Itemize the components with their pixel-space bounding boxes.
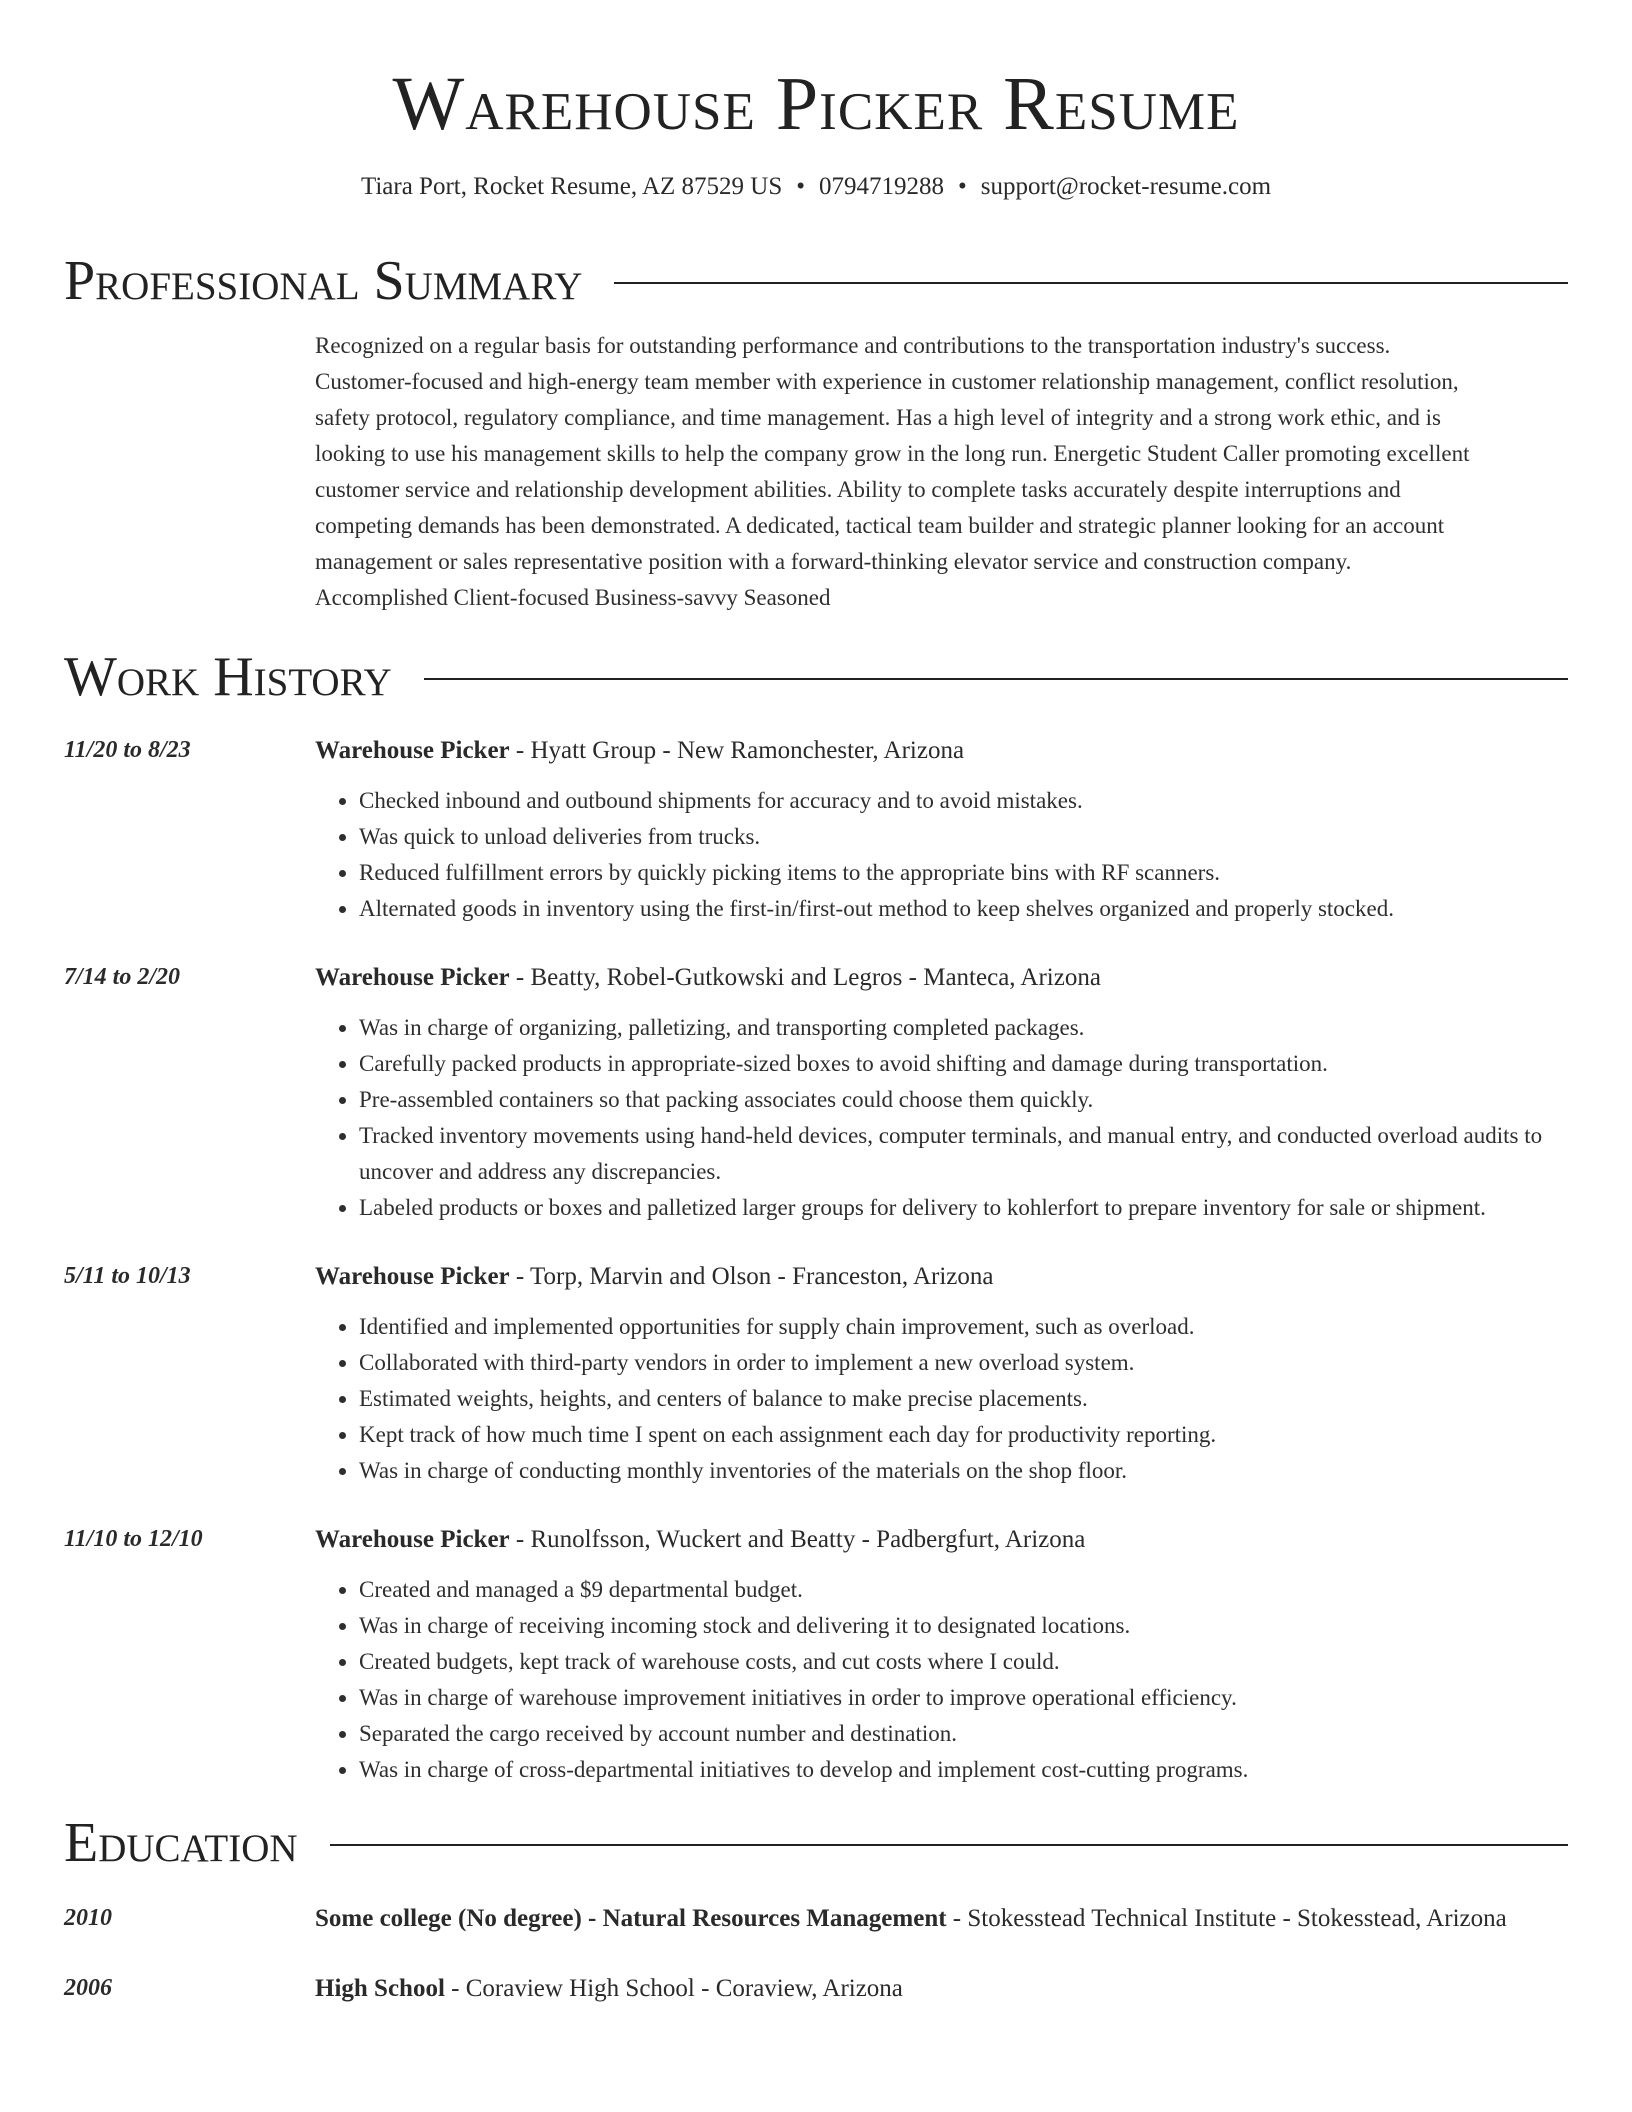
job-bullet: • Reduced fulfillment errors by quickly picking items to the appropriate bins with RF scanners. — [359, 855, 1568, 891]
job-bullet: • Checked inbound and outbound shipments for accuracy and to avoid mistakes. — [359, 783, 1568, 819]
summary-heading: Professional Summary — [64, 250, 583, 312]
resume-title: Warehouse Picker Resume — [392, 62, 1240, 146]
job-bullet: • Created budgets, kept track of warehouse costs, and cut costs where I could. — [359, 1644, 1568, 1680]
contact-address: Tiara Port, Rocket Resume, AZ 87529 US — [360, 173, 783, 200]
job-bullet: • Identified and implemented opportunities for supply chain improvement, such as overload. — [359, 1309, 1568, 1345]
education-headline — [315, 1970, 1568, 2008]
section-divider — [330, 1844, 1568, 1846]
job-bullets — [315, 1010, 1568, 1226]
job-bullet: • Was in charge of receiving incoming stock and delivering it to designated locations. — [359, 1608, 1568, 1644]
job-headline — [315, 959, 1568, 996]
job-employer: - Runolfsson, Wuckert and Beatty - Padbergfurt, Arizona — [509, 1526, 1086, 1553]
resume-page — [64, 0, 1568, 2008]
job-bullet: • Kept track of how much time I spent on each assignment each day for productivity reporting. — [359, 1417, 1568, 1453]
job-bullet: • Tracked inventory movements using hand-held devices, computer terminals, and manual entry, and conducted overload audits to uncover and address any discrepancies. — [359, 1118, 1568, 1190]
job-entry — [64, 732, 1568, 927]
contact-email: support@rocket-resume.com — [980, 173, 1272, 200]
contact-separator: • — [958, 173, 967, 200]
job-bullet: • Separated the cargo received by account number and destination. — [359, 1716, 1568, 1752]
summary-line: management or sales representative position with a forward-thinking elevator service and construction company. — [315, 549, 1352, 574]
job-dates: 7/14 to 2/20 — [64, 964, 181, 990]
job-bullet: • Created and managed a $9 departmental budget. — [359, 1572, 1568, 1608]
job-dates: 11/10 to 12/10 — [64, 1526, 203, 1552]
job-employer: - Beatty, Robel-Gutkowski and Legros - Manteca, Arizona — [509, 964, 1101, 991]
job-bullet: • Was quick to unload deliveries from trucks. — [359, 819, 1568, 855]
work-heading: Work History — [64, 646, 392, 708]
job-bullet: • Was in charge of organizing, palletizing, and transporting completed packages. — [359, 1010, 1568, 1046]
summary-line: Recognized on a regular basis for outstanding performance and contributions to the transportation industry's success. — [315, 333, 1391, 358]
contact-phone: 0794719288 — [819, 173, 944, 200]
work-section-header — [64, 642, 1568, 712]
summary-line: customer service and relationship development abilities. Ability to complete tasks accurately despite interruptions and — [315, 477, 1401, 502]
job-bullets — [315, 1309, 1568, 1489]
education-heading: Education — [64, 1812, 298, 1874]
job-dates: 5/11 to 10/13 — [64, 1263, 191, 1289]
job-entry — [64, 1521, 1568, 1788]
summary-line: looking to use his management skills to help the company grow in the long run. Energetic Student Caller promoting excellent — [315, 441, 1470, 466]
job-bullets — [315, 783, 1568, 927]
job-title: Warehouse Picker — [315, 1526, 510, 1553]
job-entry — [64, 1258, 1568, 1489]
summary-line: Accomplished Client-focused Business-savvy Seasoned — [315, 585, 831, 610]
job-bullet: • Was in charge of warehouse improvement initiatives in order to improve operational efficiency. — [359, 1680, 1568, 1716]
job-title: Warehouse Picker — [315, 964, 510, 991]
job-bullet: • Was in charge of cross-departmental initiatives to develop and implement cost-cutting programs. — [359, 1752, 1568, 1788]
education-entry — [64, 1900, 1568, 1938]
contact-separator: • — [796, 173, 805, 200]
summary-line: safety protocol, regulatory compliance, and time management. Has a high level of integrity and a strong work ethic, and is — [315, 405, 1442, 430]
job-bullet: • Collaborated with third-party vendors in order to implement a new overload system. — [359, 1345, 1568, 1381]
job-bullet: • Carefully packed products in appropriate-sized boxes to avoid shifting and damage during transportation. — [359, 1046, 1568, 1082]
job-title: Warehouse Picker — [315, 1263, 510, 1290]
education-school: - Stokesstead Technical Institute - Stokesstead, Arizona — [946, 1905, 1507, 1932]
job-bullet: • Estimated weights, heights, and centers of balance to make precise placements. — [359, 1381, 1568, 1417]
job-entry — [64, 959, 1568, 1226]
job-bullet: • Alternated goods in inventory using the first-in/first-out method to keep shelves organized and properly stocked. — [359, 891, 1568, 927]
job-title: Warehouse Picker — [315, 737, 510, 764]
education-date: 2010 — [64, 1905, 112, 1931]
job-headline — [315, 1521, 1568, 1558]
job-dates: 11/20 to 8/23 — [64, 737, 191, 763]
summary-section-header — [64, 246, 1568, 316]
education-headline — [315, 1900, 1568, 1938]
summary-line: Customer-focused and high-energy team member with experience in customer relationship management, conflict resolution, — [315, 369, 1459, 394]
job-bullets — [315, 1572, 1568, 1788]
job-headline — [315, 732, 1568, 769]
education-date: 2006 — [64, 1975, 112, 2001]
education-degree: High School — [315, 1975, 445, 2002]
job-bullet: • Was in charge of conducting monthly inventories of the materials on the shop floor. — [359, 1453, 1568, 1489]
education-entry — [64, 1970, 1568, 2008]
education-school: - Coraview High School - Coraview, Arizona — [444, 1975, 903, 2002]
contact-line — [64, 170, 1568, 204]
summary-line: competing demands has been demonstrated. A dedicated, tactical team builder and strategic planner looking for an account — [315, 513, 1445, 538]
section-divider — [424, 678, 1568, 680]
section-divider — [614, 282, 1568, 284]
job-bullet: • Pre-assembled containers so that packing associates could choose them quickly. — [359, 1082, 1568, 1118]
job-employer: - Hyatt Group - New Ramonchester, Arizona — [509, 737, 965, 764]
job-employer: - Torp, Marvin and Olson - Franceston, Arizona — [509, 1263, 994, 1290]
education-section-header — [64, 1808, 1568, 1878]
education-degree: Some college (No degree) - Natural Resources Management — [315, 1905, 947, 1932]
summary-text — [315, 328, 1568, 616]
job-headline — [315, 1258, 1568, 1295]
job-bullet: • Labeled products or boxes and palletized larger groups for delivery to kohlerfort to prepare inventory for sale or shipment. — [359, 1190, 1568, 1226]
